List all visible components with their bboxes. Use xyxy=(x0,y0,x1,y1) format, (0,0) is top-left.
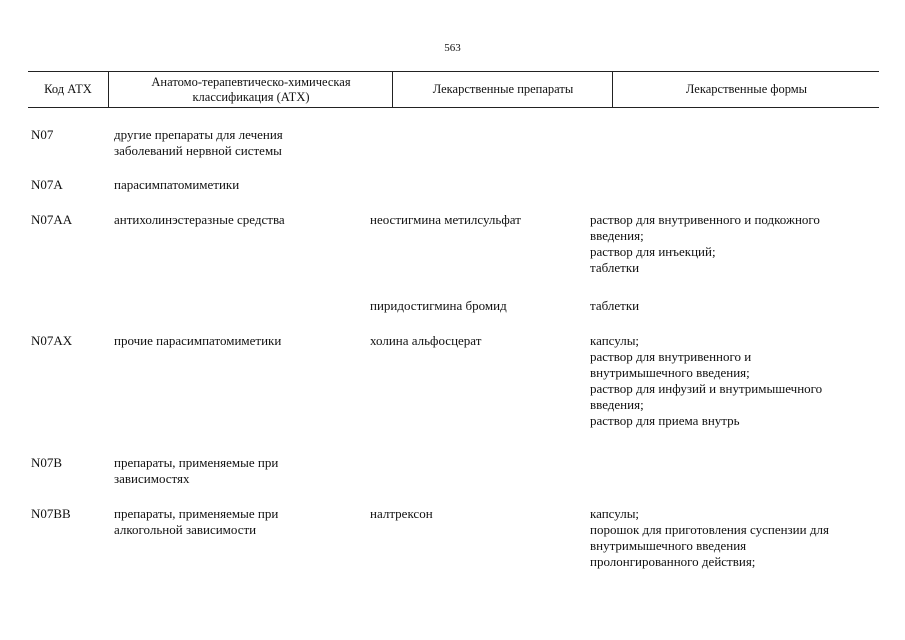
dosage-forms: капсулы; раствор для внутривенного и внутримышечного введения; раствор для инфузий и внутримышечного введения; раствор для приема внутрь xyxy=(590,333,823,428)
drug-name: холина альфосцерат xyxy=(370,333,482,348)
dosage-forms: раствор для внутривенного и подкожного введения; раствор для инъекций; таблетки xyxy=(590,212,820,275)
atc-classification: препараты, применяемые при зависимостях xyxy=(114,455,279,486)
drug-name: налтрексон xyxy=(370,506,433,521)
atc-classification: другие препараты для лечения заболеваний нервной системы xyxy=(114,127,283,158)
atc-classification: препараты, применяемые при алкогольной зависимости xyxy=(114,506,279,537)
atc-classification: прочие парасимпатомиметики xyxy=(114,333,282,348)
dosage-forms: таблетки xyxy=(590,298,640,313)
header-drugs: Лекарственные препараты xyxy=(392,72,613,107)
atc-code: N07 xyxy=(31,127,54,142)
dosage-forms: капсулы; порошок для приготовления суспензии для внутримышечного введения пролонгированного действия; xyxy=(590,506,829,569)
drug-name: неостигмина метилсульфат xyxy=(370,212,521,227)
header-forms: Лекарственные формы xyxy=(612,72,880,107)
atc-code: N07AX xyxy=(31,333,73,348)
atc-code: N07B xyxy=(31,455,63,470)
atc-code: N07AA xyxy=(31,212,73,227)
atc-code: N07A xyxy=(31,177,63,192)
atc-code: N07BB xyxy=(31,506,71,521)
page-number: 563 xyxy=(444,42,461,54)
table-header xyxy=(28,71,879,108)
atc-classification: парасимпатомиметики xyxy=(114,177,240,192)
atc-classification: антихолинэстеразные средства xyxy=(114,212,285,227)
drug-name: пиридостигмина бромид xyxy=(370,298,507,313)
header-code: Код АТХ xyxy=(44,82,92,96)
header-classification: Анатомо-терапевтическо-химическая классификация (АТХ) xyxy=(108,72,393,107)
